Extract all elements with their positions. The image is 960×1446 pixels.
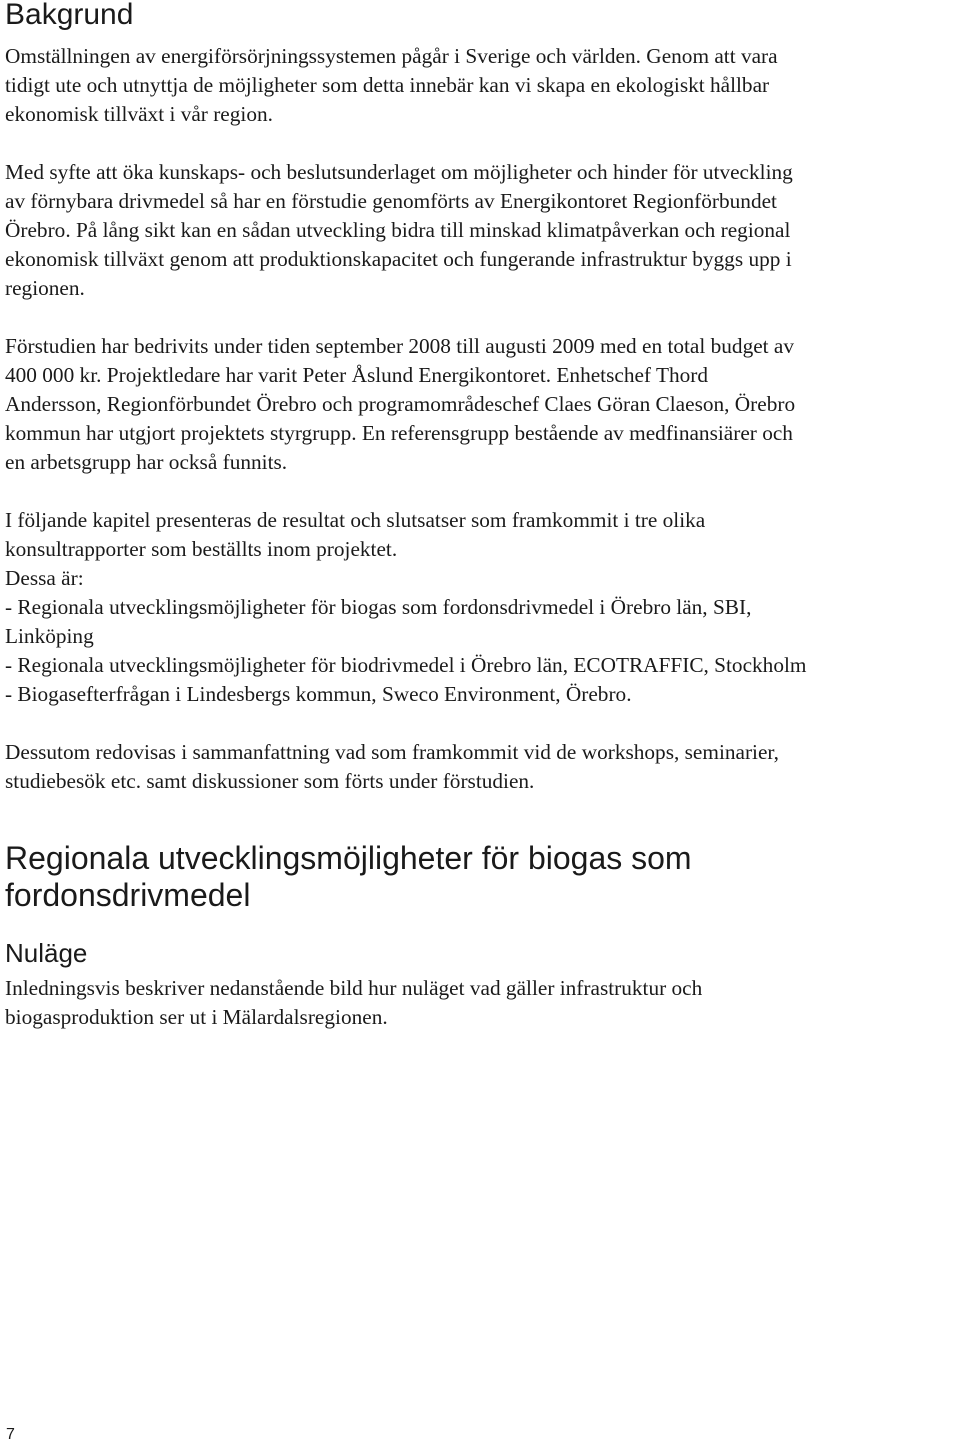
page-number: 7: [6, 1426, 15, 1443]
section-heading-bakgrund: Bakgrund: [5, 0, 134, 31]
document-page: [5, 0, 955, 1032]
paragraph-2: Med syfte att öka kunskaps- och beslutsunderlaget om möjligheter och hinder för utveckling av förnybara drivmedel så har en förstudie genomförts av Energikontoret Regionförbundet Örebro. På lång sikt kan en sådan utveckling bidra till minskad klimatpåverkan och regional ekonomisk tillväxt genom att produktionskapacitet och fungerande infrastruktur byggs upp i regionen.: [5, 160, 793, 300]
section-heading-regionala: Regionala utvecklingsmöjligheter för biogas som fordonsdrivmedel: [5, 840, 692, 913]
paragraph-3: Förstudien har bedrivits under tiden september 2008 till augusti 2009 med en total budget av 400 000 kr. Projektledare har varit Peter Åslund Energikontoret. Enhetschef Thord Andersson, Regionförbundet Örebro och programområdeschef Claes Göran Claeson, Örebro kommun har utgjort projektets styrgrupp. En referensgrupp bestående av medfinansiärer och en arbetsgrupp har också funnits.: [5, 334, 796, 474]
paragraph-5: Dessutom redovisas i sammanfattning vad som framkommit vid de workshops, seminarier, studiebesök etc. samt diskussioner som förts under förstudien.: [5, 740, 779, 793]
paragraph-4: I följande kapitel presenteras de resultat och slutsatser som framkommit i tre olika konsultrapporter som beställts inom projektet. Dessa är: - Regionala utvecklingsmöjligheter för biogas som fordonsdrivmedel i Örebro län, SBI, Linköping - Regionala utvecklingsmöjligheter för biodrivmedel i Örebro län, ECOTRAFFIC, Stockholm - Biogasefterfrågan i Lindesbergs kommun, Sweco Environment, Örebro.: [5, 508, 807, 706]
paragraph-nulage: Inledningsvis beskriver nedanstående bild hur nuläget vad gäller infrastruktur och biogasproduktion ser ut i Mälardalsregionen.: [5, 976, 703, 1029]
paragraph-1: Omställningen av energiförsörjningssystemen pågår i Sverige och världen. Genom att vara tidigt ute och utnyttja de möjligheter som detta innebär kan vi skapa en ekologiskt hållbar ekonomisk tillväxt i vår region.: [5, 44, 778, 126]
subheading-nulage: Nuläge: [5, 938, 88, 968]
